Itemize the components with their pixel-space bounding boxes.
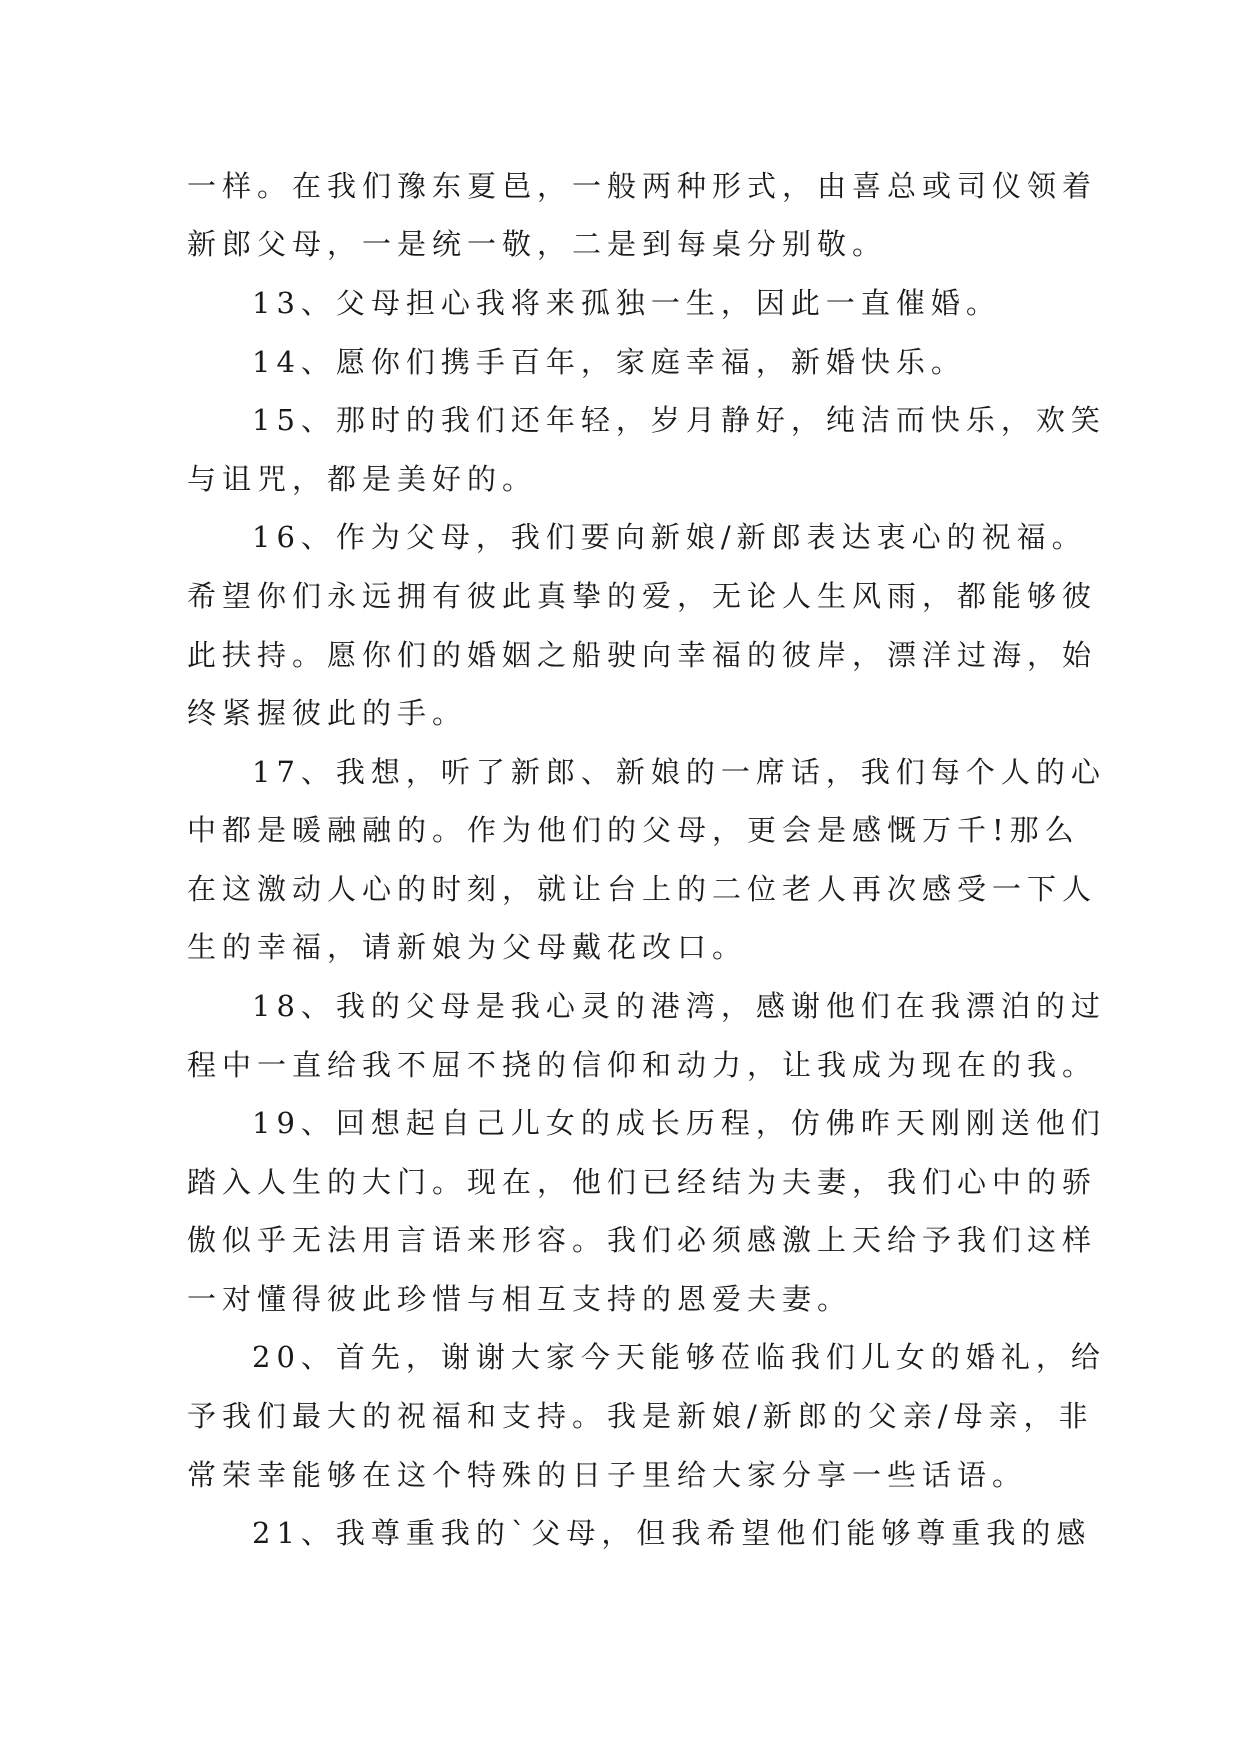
text-line: 生的幸福，请新娘为父母戴花改口。: [187, 930, 748, 964]
paragraph-start-item-15: 15、那时的我们还年轻，岁月静好，纯洁而快乐，欢笑: [252, 403, 1106, 437]
paragraph-start-item-19: 19、回想起自己儿女的成长历程，仿佛昨天刚刚送他们: [252, 1106, 1106, 1140]
text-line: 此扶持。愿你们的婚姻之船驶向幸福的彼岸，漂洋过海，始: [187, 638, 1098, 672]
text-line: 予我们最大的祝福和支持。我是新娘/新郎的父亲/母亲，非: [187, 1399, 1094, 1433]
paragraph-start-item-20: 20、首先，谢谢大家今天能够莅临我们儿女的婚礼，给: [252, 1340, 1106, 1374]
text-line: 常荣幸能够在这个特殊的日子里给大家分享一些话语。: [187, 1458, 1028, 1492]
text-line: 程中一直给我不屈不挠的信仰和动力，让我成为现在的我。: [187, 1048, 1098, 1082]
text-line: 踏入人生的大门。现在，他们已经结为夫妻，我们心中的骄: [187, 1165, 1098, 1199]
text-line: 傲似乎无法用言语来形容。我们必须感激上天给予我们这样: [187, 1223, 1098, 1257]
paragraph-start-item-17: 17、我想，听了新郎、新娘的一席话，我们每个人的心: [252, 755, 1106, 789]
text-line: 新郎父母，一是统一敬，二是到每桌分别敬。: [187, 227, 888, 261]
text-line: 希望你们永远拥有彼此真挚的爱，无论人生风雨，都能够彼: [187, 579, 1098, 613]
text-line: 一对懂得彼此珍惜与相互支持的恩爱夫妻。: [187, 1282, 853, 1316]
text-line: 中都是暖融融的。作为他们的父母，更会是感慨万千!那么: [187, 813, 1080, 847]
text-line: 一样。在我们豫东夏邑，一般两种形式，由喜总或司仪领着: [187, 169, 1098, 203]
text-line: 在这激动人心的时刻，就让台上的二位老人再次感受一下人: [187, 872, 1098, 906]
paragraph-start-item-16: 16、作为父母，我们要向新娘/新郎表达衷心的祝福。: [252, 520, 1087, 554]
text-line: 与诅咒，都是美好的。: [187, 462, 538, 496]
text-line: 终紧握彼此的手。: [187, 696, 468, 730]
paragraph-start-item-18: 18、我的父母是我心灵的港湾，感谢他们在我漂泊的过: [252, 989, 1106, 1023]
paragraph-start-item-13: 13、父母担心我将来孤独一生，因此一直催婚。: [252, 286, 1001, 320]
paragraph-start-item-14: 14、愿你们携手百年，家庭幸福，新婚快乐。: [252, 345, 966, 379]
paragraph-start-item-21: 21、我尊重我的`父母，但我希望他们能够尊重我的感: [252, 1516, 1092, 1550]
